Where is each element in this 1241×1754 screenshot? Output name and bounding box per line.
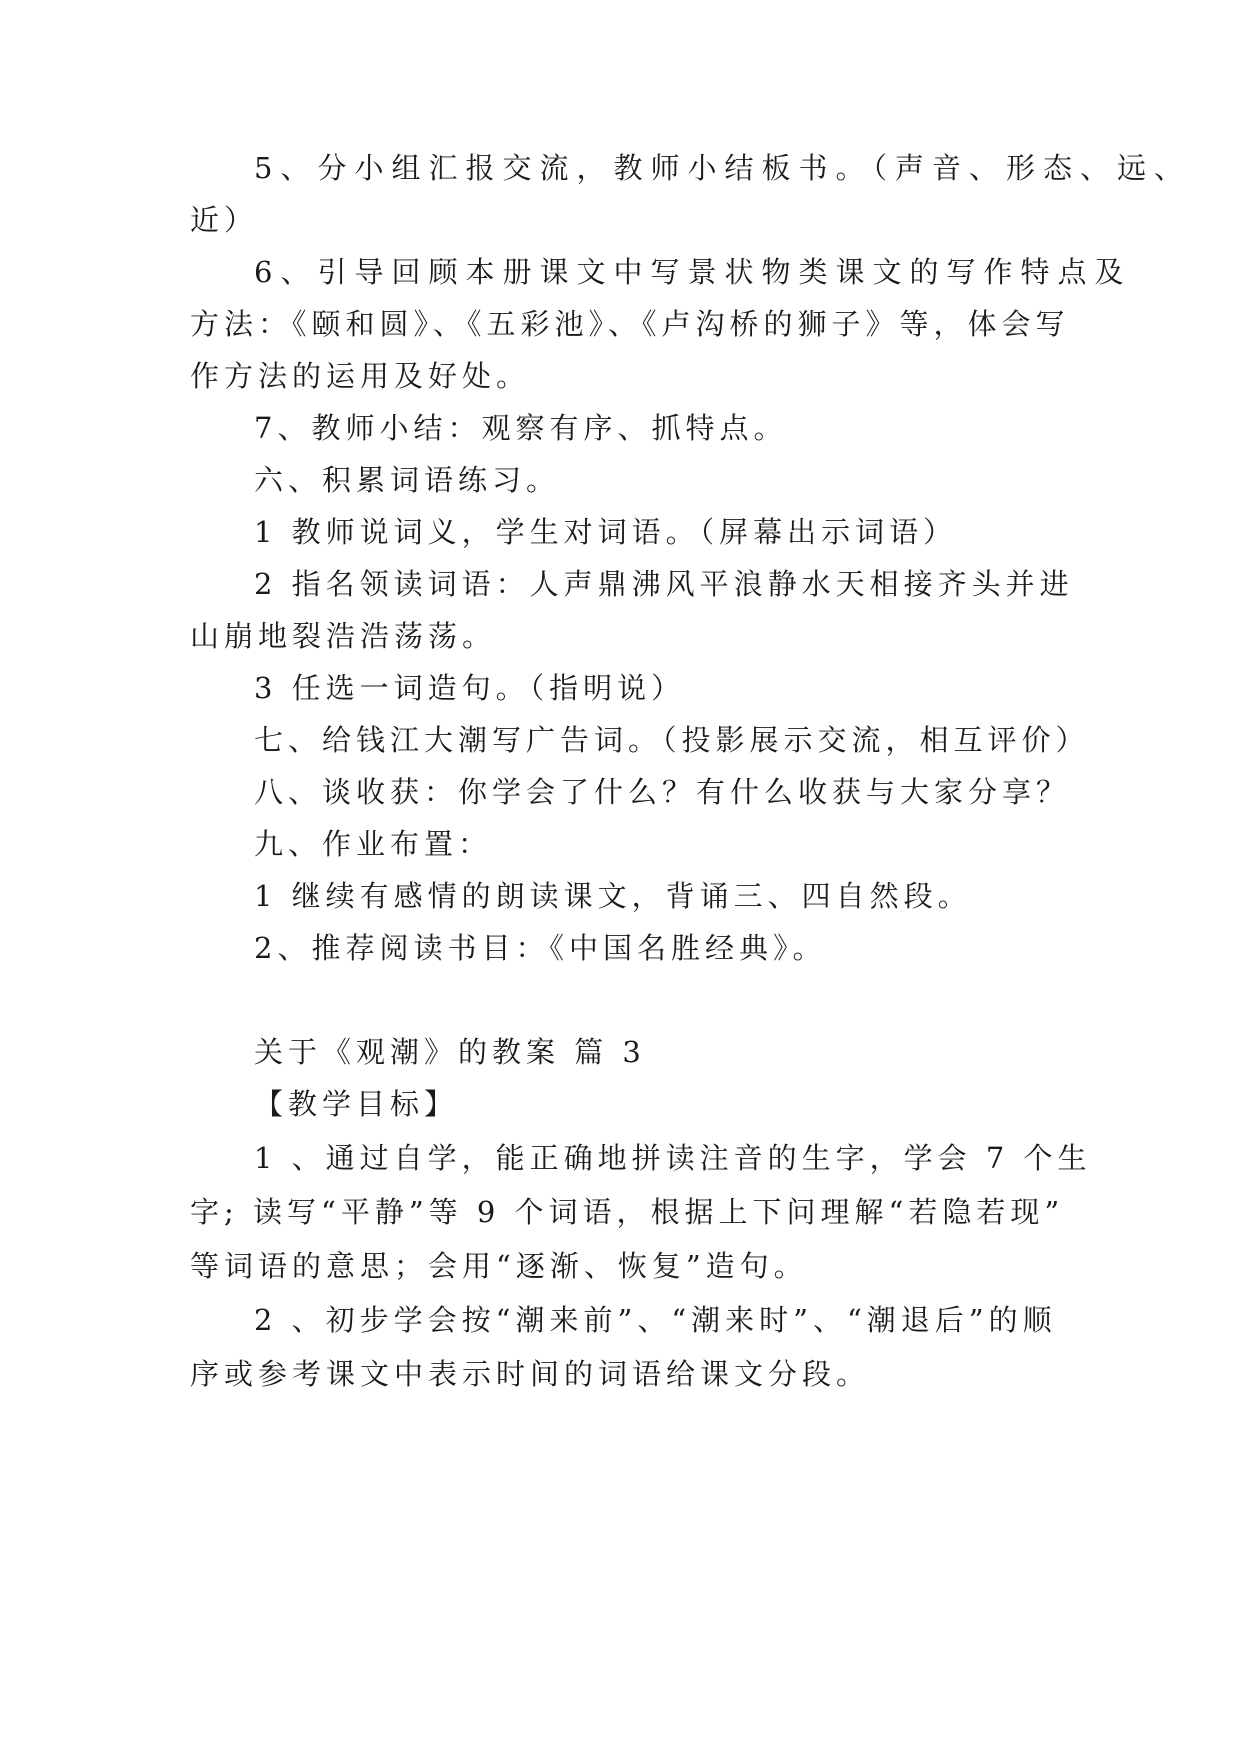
- paragraph-line: 5、分小组汇报交流，教师小结板书。（声音、形态、远、: [254, 151, 1191, 185]
- paragraph-line: 1 、通过自学，能正确地拼读注音的生字，学会 7 个生: [254, 1141, 1092, 1175]
- section-heading: 八、谈收获：你学会了什么？有什么收获与大家分享？: [254, 775, 1071, 809]
- paragraph-line: 6、引导回顾本册课文中写景状物类课文的写作特点及: [254, 255, 1132, 289]
- paragraph-line: 1 继续有感情的朗读课文，背诵三、四自然段。: [254, 879, 972, 913]
- paragraph-line: 等词语的意思；会用“逐渐、恢复”造句。: [190, 1249, 808, 1283]
- section-heading: 六、积累词语练习。: [254, 463, 561, 497]
- paragraph-line: 字; 读写“平静”等 9 个词语，根据上下问理解“若隐若现”: [190, 1195, 1065, 1229]
- section-heading: 七、给钱江大潮写广告词。（投影展示交流，相互评价）: [254, 723, 1090, 757]
- paragraph-line: 7、教师小结：观察有序、抓特点。: [254, 411, 788, 445]
- document-title: 关于《观潮》的教案 篇 3: [254, 1035, 646, 1069]
- paragraph-line: 2、推荐阅读书目：《中国名胜经典》。: [254, 931, 827, 965]
- paragraph-line: 作方法的运用及好处。: [190, 359, 531, 393]
- paragraph-line: 方法：《颐和圆》、《五彩池》、《卢沟桥的狮子》等，体会写: [190, 307, 1070, 341]
- paragraph-line: 山崩地裂浩浩荡荡。: [190, 619, 497, 653]
- paragraph-line: 序或参考课文中表示时间的词语给课文分段。: [190, 1357, 871, 1391]
- paragraph-line: 近）: [190, 203, 259, 237]
- section-heading: 九、作业布置：: [254, 827, 493, 861]
- section-heading: 【教学目标】: [254, 1087, 459, 1121]
- paragraph-line: 2 指名领读词语：人声鼎沸风平浪静水天相接齐头并进: [254, 567, 1074, 601]
- paragraph-line: 3 任选一词造句。（指明说）: [254, 671, 686, 705]
- paragraph-line: 1 教师说词义，学生对词语。（屏幕出示词语）: [254, 515, 958, 549]
- paragraph-line: 2 、初步学会按“潮来前”、“潮来时”、“潮退后”的顺: [254, 1303, 1057, 1337]
